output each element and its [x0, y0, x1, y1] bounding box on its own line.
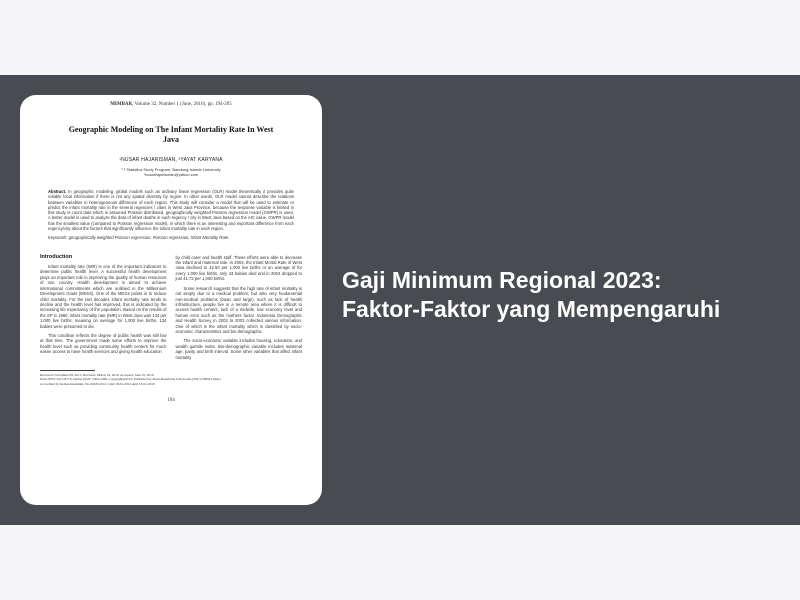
- footnote-divider: [40, 370, 95, 371]
- body-columns: [40, 255, 302, 364]
- headline-line: Faktor-Faktor yang Mempengaruhi: [342, 296, 721, 322]
- footnote-line: Received: November 09, 2015, Revision: March 16, 2016, Accepted: June 25, 2016: [40, 372, 154, 377]
- abstract-label: Abstract.: [48, 189, 67, 194]
- page-number: 194: [167, 398, 175, 404]
- journal-details: , Volume 32, Number 1 (June, 2016), pp. 194-205: [132, 102, 232, 107]
- left-column: [40, 255, 167, 364]
- document-thumbnail: [20, 95, 322, 505]
- slide-headline: [342, 266, 782, 324]
- paper-affiliation: [40, 167, 302, 177]
- footnote-line: Accredited by Kemenristekdikti, No.040/P/2014, valid 18-02-2014 until 18-02-2019: [40, 381, 155, 386]
- journal-name: MIMBAR: [110, 102, 133, 107]
- footnote: [40, 373, 302, 386]
- section-heading: Introduction: [40, 253, 73, 260]
- paragraph: The socio-economic variable includes housing, education, and wealth quintile index. Bio-demographic variable includes maternal age, parity and birth interval. Some other variables that affect infant mortality: [175, 338, 302, 360]
- affiliation-line: ¹,² Statistics Study Program, Bandung Islamic University: [121, 167, 221, 172]
- paper-title: Geographic Modeling on The Infant Mortality Rate In West Java: [68, 125, 274, 144]
- paper-authors: ¹NUSAR HAJARISMAN, ²YAYAT KARYANA: [119, 157, 223, 163]
- keywords: Keywords: geographically weighted Poisson regression, Poisson regression, Infant Mortality Rate.: [48, 235, 230, 241]
- paragraph: Some research suggests that the high rate of infant mortality is not simply due to a medical problem, but also very fundamental non-medical problems (basic and large), such as lack of health infrastructure, people live in a remote area where it is difficult to access health centers, lack of a midwife, low economy level and human error such as the mothers factor. Indonesia Demographic and Health Survey in 2002 to 2003 collected various information. One of which is the infant mortality which is classified by socio-economic characteristics and bio-demographic.: [175, 285, 302, 334]
- right-column: [176, 255, 303, 364]
- journal-header: [40, 102, 302, 107]
- footnote-line: Print ISSN: 0215-8175; Online ISSN: 2303-2499. Copyright@2016. Published by Pusat Penerbitan Universitas (P2U) LPPM Unisba: [40, 377, 221, 382]
- paragraph: This condition reflects the degree of public health was still low at that time. The government made some efforts to improve the health level such as providing community health centers for much easier access to have health services and giving health education: [40, 332, 167, 355]
- abstract: [48, 189, 294, 231]
- paragraph: by child carer and health staff. These efforts were able to decrease the infant and maternal rate. In 2003, the Infant Mortal Rate of West Java declined to 42.50 per 1,000 live births or an average of for every 1,000 live births, only 43 babies died and in 2004 dropped to just 41.72 per 1,000 births.: [175, 254, 302, 282]
- headline-line: Gaji Minimum Regional 2023:: [342, 267, 662, 293]
- abstract-text: In geographic modeling, global models such as ordinary linear regression (OLR) model theoretically it provides quite reliable local information if there is not any spatial diversity by region. In other words, OLR model cannot describe the relations between variables in heterogeneous difference of each region. This study will consider a model that will be used to estimate or predict the infant mortality rate in the several regencies / cities in West Java Province, because the response variable is limited in this study is count data which is assumed Poisson distributed, geographically weighted Poisson regression model (GWPR) is used. A better model is used to analyze the data of infant deaths in each regency / city in West Java based on the AIC value. GWPR model has the smallest value (compared to Poisson regression model), in which there is an interesting and important difference from each regency/city about the factors that significantly influence the infant mortality rate in each region.: [48, 189, 294, 232]
- paragraph: Infant mortality rate (IMR) is one of the important indicators to determine public health level. A successful health development plays an important role in improving the quality of human resources of one country. Health development is aimed to achieve international commitments which are outlined in the Millennium Development Goals (MDGs). One of the MDGs points is to reduce child mortality. For the last decades infant mortality rate tends to decline and the health level has improved, this is indicated by the increasing life expectancy of the population. Based on the results of the SP in 1980, infant mortality rate (IMR) in West Java was 134 per 1,000 live births, meaning on average for 1,000 live births, 134 babies were presumed to die.: [40, 264, 167, 329]
- email-line: ¹nusarhajarisman@yahoo.com: [143, 172, 199, 177]
